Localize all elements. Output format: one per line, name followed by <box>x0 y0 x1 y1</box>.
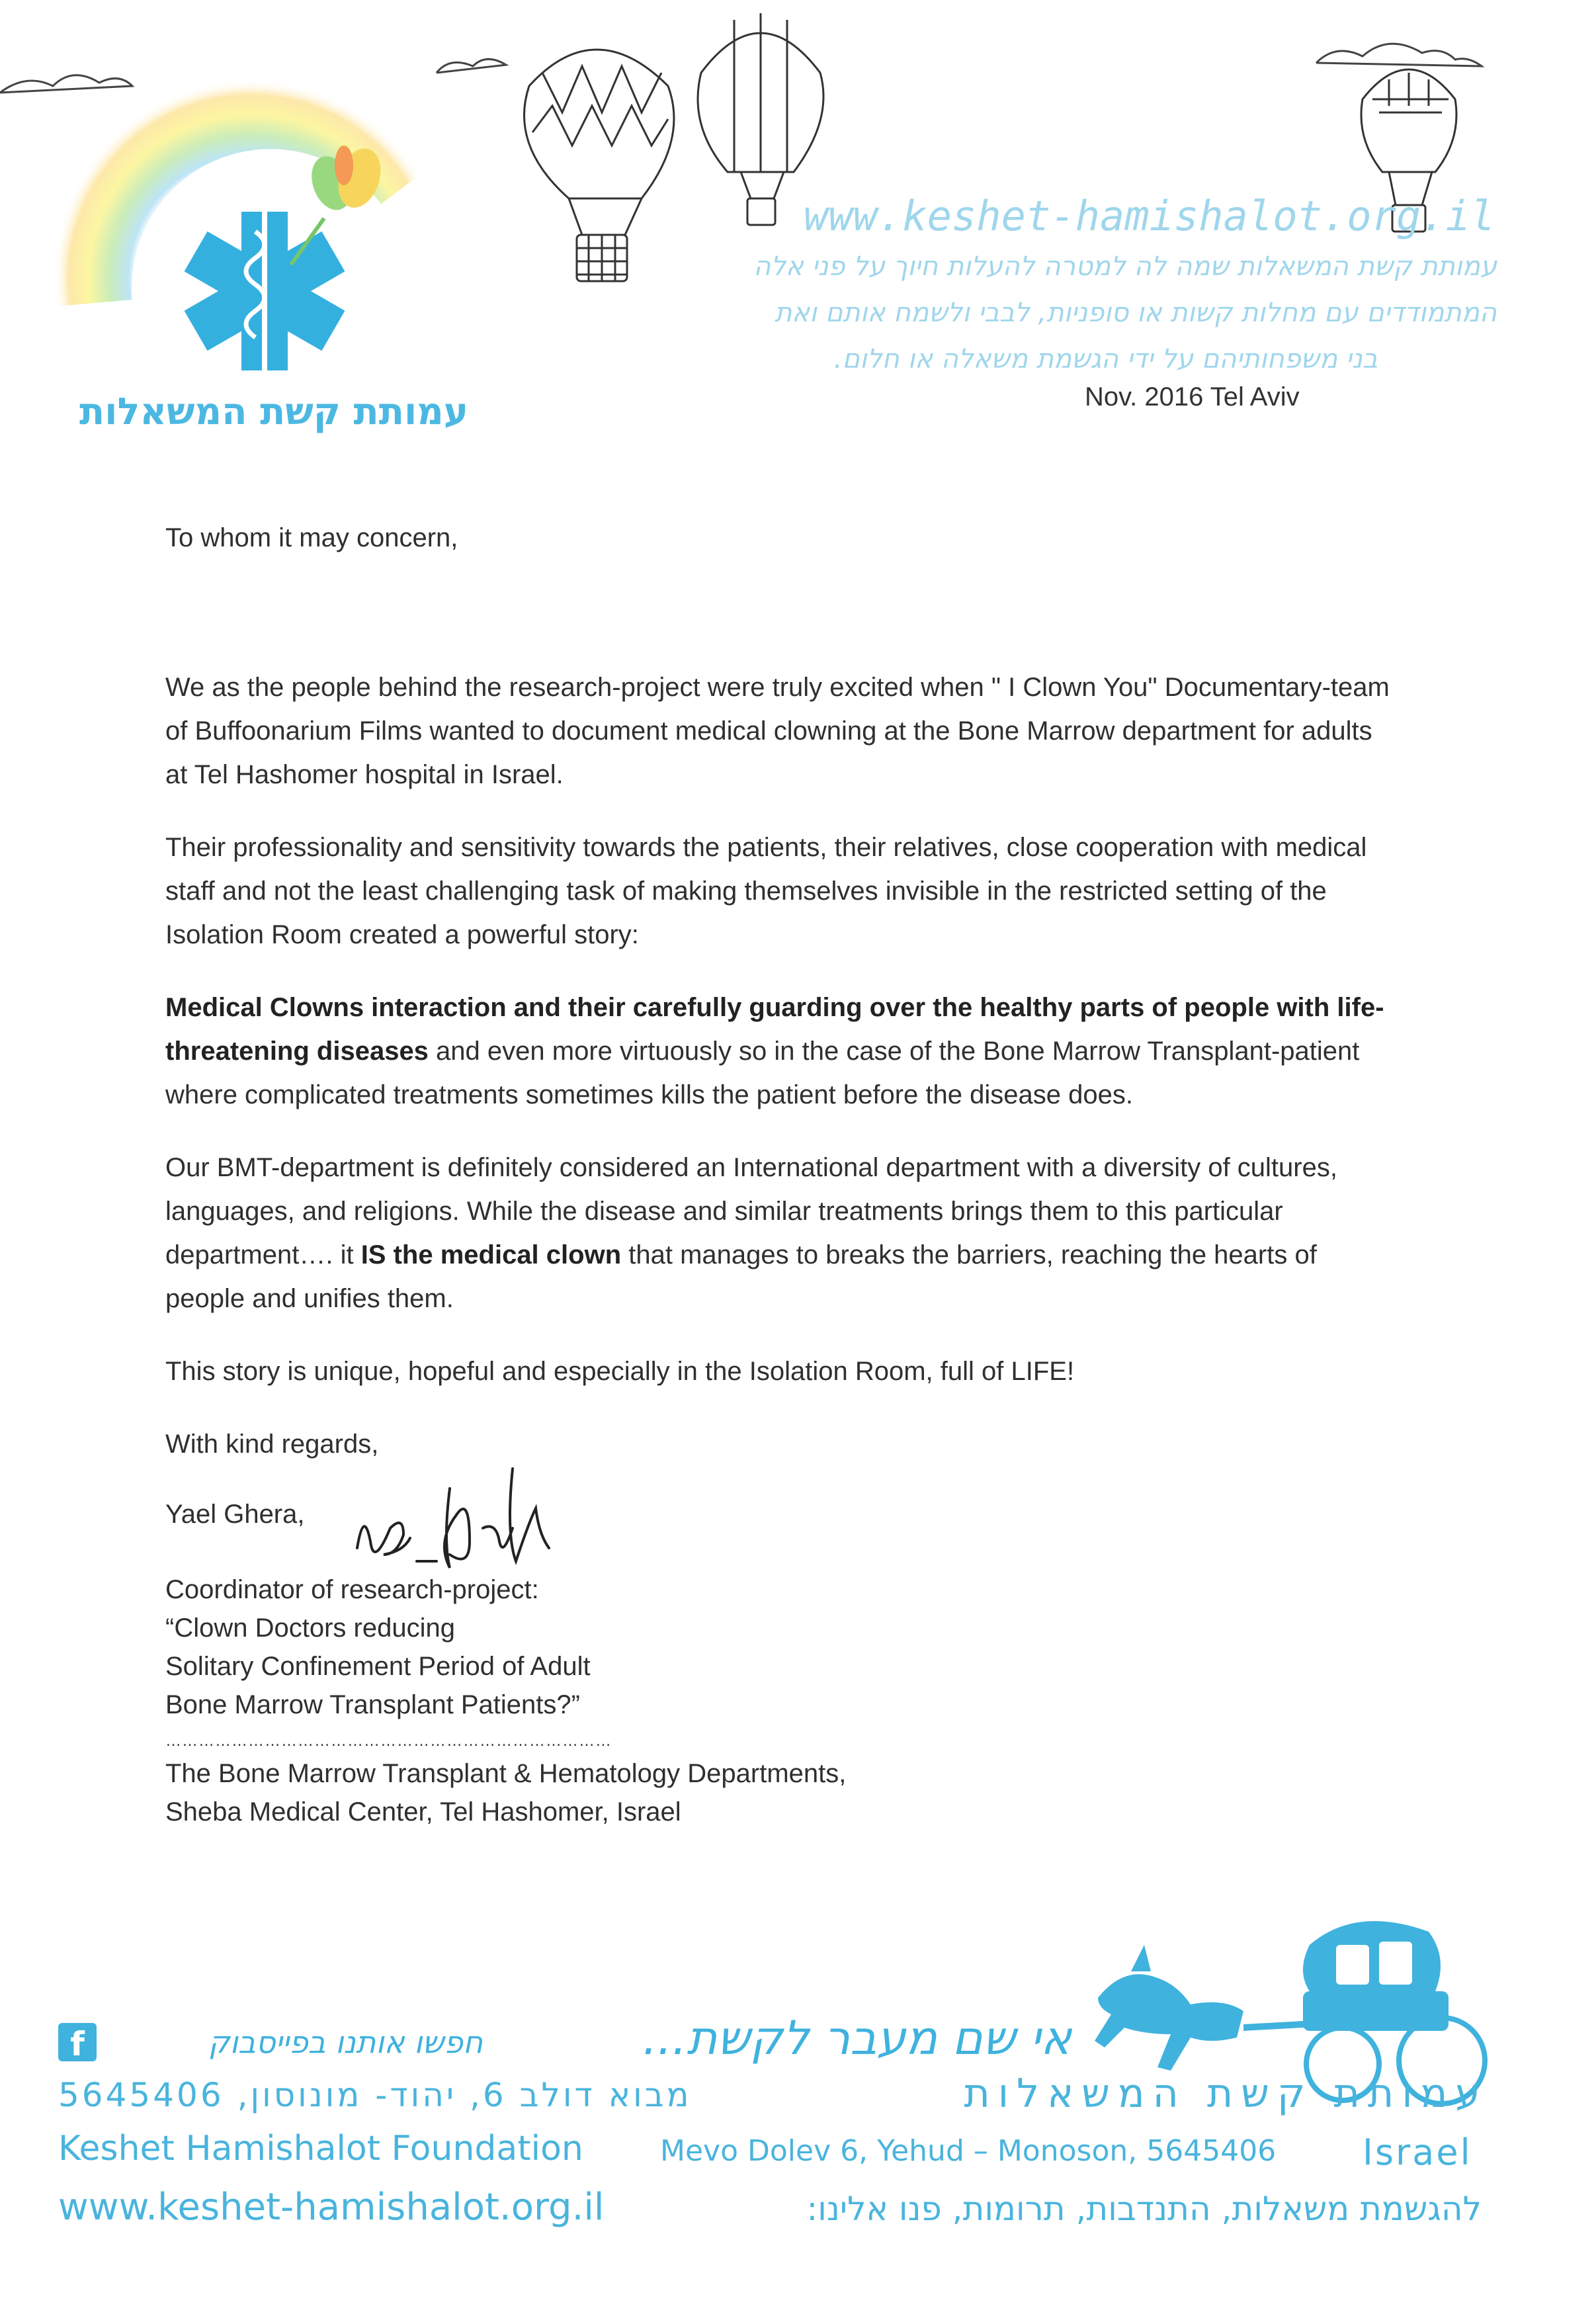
salutation: To whom it may concern, <box>165 523 458 552</box>
header-hebrew-tagline-1: עמותת קשת המשאלות שמה לה למטרה להעלות חיוך על פני אלה <box>753 251 1497 282</box>
paragraph-3-bold: Medical Clowns interaction and their carefully guarding over the healthy parts of people with life-threatening diseases <box>165 993 1384 1066</box>
paragraph-4-bold: IS the medical clown <box>360 1240 622 1269</box>
footer-hebrew-contact: להגשמת משאלות, התנדבות, תרומות, פנו אלינו: <box>806 2190 1482 2228</box>
header-website-watermark: www.keshet-hamishalot.org.il <box>804 192 1495 240</box>
paragraph-4-end: that manages to breaks the barriers, reaching the hearts of people and unifies them. <box>165 1240 1317 1313</box>
letter-body <box>165 516 1396 1831</box>
paragraph-5: This story is unique, hopeful and especially in the Isolation Room, full of LIFE! <box>165 1357 1075 1386</box>
closing: With kind regards, <box>165 1430 379 1459</box>
signer-title-block <box>165 1570 1396 1831</box>
footer-hebrew-org-name: עמותת קשת המשאלות <box>964 2071 1488 2117</box>
paragraph-4-start: Our BMT-department is definitely considered an International department with a diversity of cultures, languages, and religions. While the disease and similar treatments brings them to this particular department…. it <box>165 1153 1337 1269</box>
handwritten-signature <box>344 1449 569 1601</box>
footer-slogan: אי שם מעבר לקשת... <box>642 2011 1071 2065</box>
cloud-left-icon <box>0 75 132 93</box>
letter-date: Nov. 2016 Tel Aviv <box>1085 382 1300 411</box>
signer-title-line: “Clown Doctors reducing <box>165 1613 455 1643</box>
header-hebrew-tagline-2: המתמודדים עם מחלות קשות או סופניות, לבבי ולשמח אותם ואת <box>775 298 1497 328</box>
header-hebrew-tagline-3: בני משפחותיהם על ידי הגשמת משאלה או חלום. <box>833 344 1378 374</box>
paragraph-3-rest: and even more virtuously so in the case of the Bone Marrow Transplant-patient where complicated treatments sometimes kills the patient before the disease does. <box>165 1037 1360 1109</box>
department-line: The Bone Marrow Transplant & Hematology Departments, <box>165 1759 847 1788</box>
paragraph-1: We as the people behind the research-project were truly excited when " I Clown You" Documentary-team of Buffoonarium Films wanted to document medical clowning at the Bone Marrow department for adults at Tel Hashomer hospital in Israel. <box>165 673 1390 789</box>
logo-organization-name: עמותת קשת המשאלות <box>79 390 469 433</box>
paragraph-4 <box>165 1146 1396 1320</box>
dotted-separator: ……………………………………………………………………… <box>165 1732 612 1750</box>
footer-facebook-text: חפשו אותנו בפייסבוק <box>208 2024 483 2060</box>
footer-english-address: Mevo Dolev 6, Yehud – Monoson, 5645406 <box>660 2134 1277 2168</box>
paragraph-2: Their professionality and sensitivity towards the patients, their relatives, close cooperation with medical staff and not the least challenging task of making themselves invisible in the restricted setting of the Isolation Room created a powerful story: <box>165 833 1367 949</box>
hot-air-balloon-large-icon <box>525 50 675 281</box>
star-of-life-icon <box>185 208 345 374</box>
signer-title-line: Solitary Confinement Period of Adult <box>165 1652 591 1681</box>
footer-website-link[interactable]: www.keshet-hamishalot.org.il <box>58 2186 605 2229</box>
cloud-right-icon <box>1316 44 1482 66</box>
footer-english-name: Keshet Hamishalot Foundation <box>58 2129 583 2169</box>
signer-title-line: Coordinator of research-project: <box>165 1575 539 1604</box>
butterfly-icon <box>291 143 388 265</box>
department-line: Sheba Medical Center, Tel Hashomer, Israel <box>165 1797 681 1826</box>
cloud-mid-icon <box>437 59 506 73</box>
signer-name: Yael Ghera, <box>165 1500 305 1529</box>
footer-hebrew-address: מבוא דולב 6, יהוד- מונוסון, 5645406 <box>58 2076 692 2114</box>
facebook-icon[interactable]: f <box>58 2023 97 2061</box>
signer-title-line: Bone Marrow Transplant Patients?” <box>165 1690 580 1719</box>
footer-country: Israel <box>1363 2131 1472 2173</box>
paragraph-3 <box>165 986 1396 1117</box>
